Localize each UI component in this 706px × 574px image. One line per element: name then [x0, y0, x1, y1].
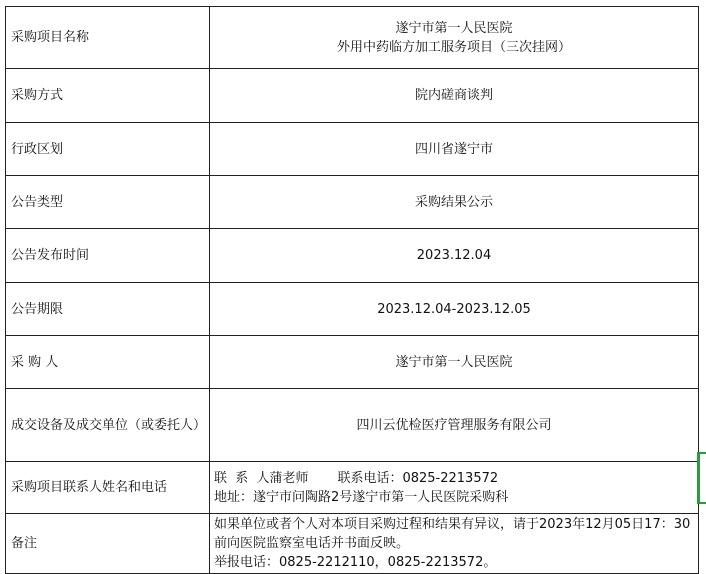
- table-row: [6, 176, 699, 229]
- row-label: 公告类型: [6, 176, 210, 229]
- row-label: 采购项目联系人姓名和电话: [6, 462, 210, 514]
- table-row: [6, 389, 699, 462]
- table-row: [6, 336, 699, 389]
- table-row: [6, 462, 699, 514]
- row-label: 备注: [6, 514, 210, 574]
- row-label: 采购项目名称: [6, 7, 210, 69]
- table-row: [6, 514, 699, 574]
- row-label: 采 购 人: [6, 336, 210, 389]
- procurement-result-table: [5, 6, 699, 574]
- row-label: 采购方式: [6, 69, 210, 123]
- table-row: [6, 283, 699, 336]
- remark-text: 如果单位或者个人对本项目采购过程和结果有异议，请于2023年12月05日17：30前向医院监察室电话并书面反映。: [214, 517, 691, 551]
- row-label: 行政区划: [6, 123, 210, 176]
- row-value: 2023.12.04: [210, 229, 699, 283]
- table-row: [6, 229, 699, 283]
- row-value: 四川省遂宁市: [210, 123, 699, 176]
- table-row: [6, 123, 699, 176]
- row-label: 公告期限: [6, 283, 210, 336]
- row-label: 公告发布时间: [6, 229, 210, 283]
- row-value: 遂宁市第一人民医院: [210, 336, 699, 389]
- cell-selection-marker-bottom: [697, 502, 706, 504]
- row-value: 采购结果公示: [210, 176, 699, 229]
- report-phone-line: 举报电话：0825-2212110，0825-2213572。: [214, 555, 497, 570]
- row-label: 成交设备及成交单位（或委托人）: [6, 389, 210, 462]
- cell-selection-marker-top: [697, 452, 706, 454]
- cell-selection-marker: [697, 452, 700, 504]
- row-value: 院内磋商谈判: [210, 69, 699, 123]
- contact-line: 联 系 人蒲老师 联系电话：0825-2213572: [214, 470, 499, 486]
- project-name-line-1: 遂宁市第一人民医院: [395, 20, 513, 36]
- row-value: 四川云优检医疗管理服务有限公司: [210, 389, 699, 462]
- table-row: [6, 7, 699, 69]
- row-value: [210, 514, 699, 574]
- row-value: [210, 7, 699, 69]
- table-row: [6, 69, 699, 123]
- project-name-line-2: 外用中药临方加工服务项目（三次挂网）: [336, 39, 571, 55]
- row-value: [210, 462, 699, 514]
- address-line: 地址：遂宁市问陶路2号遂宁市第一人民医院采购科: [214, 489, 509, 505]
- row-value: 2023.12.04-2023.12.05: [210, 283, 699, 336]
